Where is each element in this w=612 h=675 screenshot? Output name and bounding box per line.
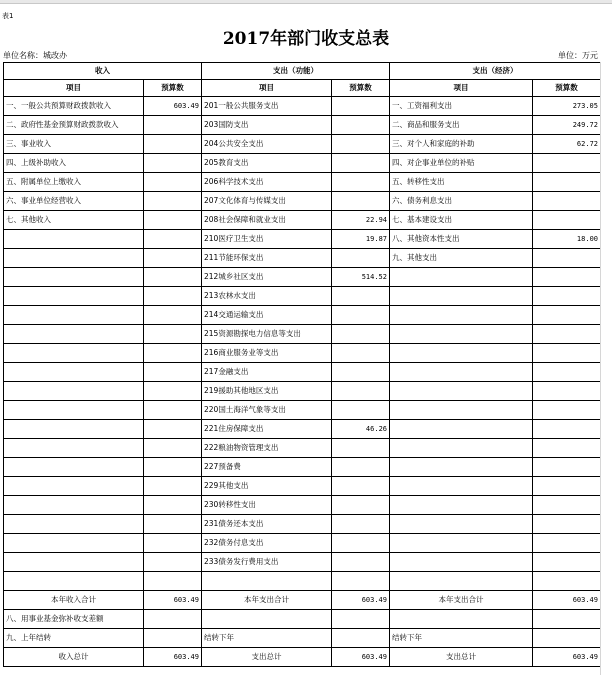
table-row: [4, 553, 601, 572]
income-section-header: 收入: [4, 63, 202, 80]
income-item-cell: 七、其他收入: [4, 211, 144, 230]
econ-budget-cell: [533, 401, 601, 420]
econ-item-cell: [390, 306, 533, 325]
sheet-label: 表1: [2, 12, 14, 20]
func-budget-cell: 46.26: [332, 420, 390, 439]
econ-budget-cell: 273.05: [533, 97, 601, 116]
func-item-cell: 214交通运输支出: [202, 306, 332, 325]
income-budget-cell: [144, 249, 202, 268]
income-grand-label: 收入总计: [4, 648, 144, 667]
income-budget-cell: [144, 553, 202, 572]
econ-item-cell: [390, 572, 533, 591]
income-budget-header: 预算数: [144, 80, 202, 97]
func-item-cell: 231债务还本支出: [202, 515, 332, 534]
income-item-cell: [4, 496, 144, 515]
econ-budget-cell: [533, 553, 601, 572]
income-budget-cell: [144, 439, 202, 458]
income-budget-cell: [144, 515, 202, 534]
func-budget-cell: [332, 325, 390, 344]
func-item-cell: 212城乡社区支出: [202, 268, 332, 287]
econ-budget-cell: [533, 572, 601, 591]
income-item-cell: 二、政府性基金预算财政拨款收入: [4, 116, 144, 135]
econ-item-cell: [390, 363, 533, 382]
income-item-cell: [4, 325, 144, 344]
econ-item-cell: [390, 515, 533, 534]
func-budget-cell: [332, 306, 390, 325]
func-budget-cell: [332, 515, 390, 534]
econ-budget-cell: [533, 439, 601, 458]
table-row: [4, 268, 601, 287]
table-row: [4, 534, 601, 553]
income-budget-cell: [144, 154, 202, 173]
func-item-cell: 220国土海洋气象等支出: [202, 401, 332, 420]
func-budget-cell: [332, 534, 390, 553]
econ-budget-cell: [533, 420, 601, 439]
econ-item-cell: [390, 534, 533, 553]
income-budget-cell: [144, 325, 202, 344]
func-budget-cell: [332, 154, 390, 173]
income-budget-cell: [144, 496, 202, 515]
func-budget-cell: [332, 97, 390, 116]
income-budget-cell: [144, 135, 202, 154]
econ-item-cell: 五、转移性支出: [390, 173, 533, 192]
econ-item-cell: [390, 268, 533, 287]
income-total-value: 603.49: [144, 591, 202, 610]
income-item-cell: 一、一般公共预算财政拨款收入: [4, 97, 144, 116]
func-item-cell: 206科学技术支出: [202, 173, 332, 192]
econ-grand-value: 603.49: [533, 648, 601, 667]
table-row: [4, 287, 601, 306]
econ-budget-cell: 249.72: [533, 116, 601, 135]
func-item-header: 项目: [202, 80, 332, 97]
econ-budget-cell: [533, 249, 601, 268]
income-item-cell: [4, 572, 144, 591]
func-item-cell: 221住房保障支出: [202, 420, 332, 439]
econ-budget-cell: [533, 268, 601, 287]
income-item-cell: [4, 515, 144, 534]
func-budget-cell: [332, 572, 390, 591]
income-budget-cell: [144, 363, 202, 382]
carryover-income-label: 九、上年结转: [4, 629, 144, 648]
table-row: [4, 344, 601, 363]
func-budget-cell: [332, 287, 390, 306]
income-item-cell: [4, 401, 144, 420]
income-budget-cell: [144, 344, 202, 363]
econ-item-cell: [390, 553, 533, 572]
func-item-cell: 233债务发行费用支出: [202, 553, 332, 572]
func-budget-cell: [332, 401, 390, 420]
income-item-cell: [4, 382, 144, 401]
income-budget-cell: [144, 534, 202, 553]
econ-budget-cell: [533, 363, 601, 382]
econ-item-cell: [390, 458, 533, 477]
econ-item-cell: [390, 344, 533, 363]
table-row: [4, 572, 601, 591]
econ-item-cell: [390, 439, 533, 458]
func-item-cell: 207文化体育与传媒支出: [202, 192, 332, 211]
econ-budget-header: 预算数: [533, 80, 601, 97]
income-budget-cell: [144, 477, 202, 496]
econ-budget-cell: [533, 154, 601, 173]
income-item-cell: [4, 268, 144, 287]
econ-budget-cell: 62.72: [533, 135, 601, 154]
column-header-row: [4, 80, 601, 97]
econ-item-cell: [390, 420, 533, 439]
table-row: [4, 306, 601, 325]
annual-total-row: [4, 591, 601, 610]
func-item-cell: 216商业服务业等支出: [202, 344, 332, 363]
income-item-cell: [4, 420, 144, 439]
econ-budget-cell: [533, 325, 601, 344]
func-budget-cell: [332, 363, 390, 382]
func-item-cell: 215资源勘探电力信息等支出: [202, 325, 332, 344]
expense-function-section-header: 支出（功能）: [202, 63, 390, 80]
func-item-cell: 230转移性支出: [202, 496, 332, 515]
table-row: [4, 173, 601, 192]
table-row: [4, 496, 601, 515]
budget-summary-table: [3, 62, 601, 667]
econ-item-cell: [390, 287, 533, 306]
econ-item-cell: 三、对个人和家庭的补助: [390, 135, 533, 154]
func-budget-cell: 22.94: [332, 211, 390, 230]
econ-grand-label: 支出总计: [390, 648, 533, 667]
econ-item-cell: [390, 477, 533, 496]
table-row: [4, 458, 601, 477]
econ-total-value: 603.49: [533, 591, 601, 610]
income-grand-value: 603.49: [144, 648, 202, 667]
income-item-cell: [4, 306, 144, 325]
econ-budget-cell: [533, 211, 601, 230]
table-row: [4, 325, 601, 344]
income-item-cell: 六、事业单位经营收入: [4, 192, 144, 211]
func-item-cell: 204公共安全支出: [202, 135, 332, 154]
func-budget-cell: [332, 135, 390, 154]
income-total-label: 本年收入合计: [4, 591, 144, 610]
func-item-cell: 227预备费: [202, 458, 332, 477]
income-budget-cell: [144, 306, 202, 325]
econ-budget-cell: [533, 477, 601, 496]
func-total-label: 本年支出合计: [202, 591, 332, 610]
econ-budget-cell: [533, 534, 601, 553]
income-item-cell: [4, 553, 144, 572]
econ-budget-cell: [533, 306, 601, 325]
income-item-cell: [4, 439, 144, 458]
econ-item-cell: 七、基本建设支出: [390, 211, 533, 230]
income-item-cell: 五、附属单位上缴收入: [4, 173, 144, 192]
income-item-cell: [4, 477, 144, 496]
func-item-cell: 201一般公共服务支出: [202, 97, 332, 116]
econ-budget-cell: [533, 287, 601, 306]
func-item-cell: 203国防支出: [202, 116, 332, 135]
func-budget-cell: [332, 496, 390, 515]
income-budget-cell: [144, 268, 202, 287]
func-item-cell: 208社会保障和就业支出: [202, 211, 332, 230]
income-budget-cell: [144, 287, 202, 306]
income-budget-cell: [144, 116, 202, 135]
econ-item-cell: 八、其他资本性支出: [390, 230, 533, 249]
spreadsheet-column-header: [0, 0, 612, 4]
econ-total-label: 本年支出合计: [390, 591, 533, 610]
table-row: [4, 211, 601, 230]
table-row: [4, 249, 601, 268]
carryover-econ-label: 结转下年: [390, 629, 533, 648]
econ-budget-cell: [533, 344, 601, 363]
func-budget-cell: [332, 458, 390, 477]
func-budget-cell: [332, 439, 390, 458]
income-item-cell: 四、上级补助收入: [4, 154, 144, 173]
econ-budget-cell: [533, 382, 601, 401]
expense-economic-section-header: 支出（经济）: [390, 63, 601, 80]
income-budget-cell: [144, 192, 202, 211]
econ-budget-cell: [533, 515, 601, 534]
econ-item-cell: [390, 382, 533, 401]
econ-item-cell: 四、对企事业单位的补贴: [390, 154, 533, 173]
surplus-label: 八、用事业基金弥补收支差额: [4, 610, 144, 629]
table-row: [4, 154, 601, 173]
table-row: [4, 363, 601, 382]
income-item-cell: [4, 458, 144, 477]
econ-budget-cell: [533, 192, 601, 211]
func-budget-cell: [332, 382, 390, 401]
income-item-cell: [4, 230, 144, 249]
surplus-value: [144, 610, 202, 629]
func-budget-cell: [332, 249, 390, 268]
income-item-cell: [4, 534, 144, 553]
econ-item-cell: 九、其他支出: [390, 249, 533, 268]
func-item-cell: 232债务付息支出: [202, 534, 332, 553]
unit-name: 单位名称：城改办: [3, 51, 67, 60]
econ-item-cell: [390, 401, 533, 420]
table-row: [4, 116, 601, 135]
page-title: 2017年部门收支总表: [222, 29, 390, 49]
func-item-cell: 229其他支出: [202, 477, 332, 496]
econ-item-cell: 二、商品和服务支出: [390, 116, 533, 135]
econ-item-cell: 一、工资福利支出: [390, 97, 533, 116]
func-grand-label: 支出总计: [202, 648, 332, 667]
econ-budget-cell: [533, 496, 601, 515]
func-budget-cell: [332, 116, 390, 135]
econ-item-cell: [390, 496, 533, 515]
table-row: [4, 420, 601, 439]
func-item-cell: 213农林水支出: [202, 287, 332, 306]
func-budget-cell: [332, 477, 390, 496]
func-item-cell: 205教育支出: [202, 154, 332, 173]
income-item-cell: [4, 344, 144, 363]
income-budget-cell: [144, 420, 202, 439]
table-row: [4, 135, 601, 154]
income-budget-cell: 603.49: [144, 97, 202, 116]
income-budget-cell: [144, 173, 202, 192]
func-budget-cell: [332, 553, 390, 572]
income-budget-cell: [144, 230, 202, 249]
func-item-cell: 222粮油物资管理支出: [202, 439, 332, 458]
func-budget-cell: [332, 173, 390, 192]
income-budget-cell: [144, 401, 202, 420]
income-item-cell: [4, 363, 144, 382]
income-item-cell: 三、事业收入: [4, 135, 144, 154]
func-item-cell: [202, 572, 332, 591]
section-header-row: [4, 63, 601, 80]
func-item-cell: 219援助其他地区支出: [202, 382, 332, 401]
func-item-cell: 210医疗卫生支出: [202, 230, 332, 249]
func-grand-value: 603.49: [332, 648, 390, 667]
table-row: [4, 192, 601, 211]
func-budget-cell: 19.87: [332, 230, 390, 249]
table-row: [4, 401, 601, 420]
func-budget-header: 预算数: [332, 80, 390, 97]
carryover-row: [4, 629, 601, 648]
income-budget-cell: [144, 211, 202, 230]
func-item-cell: 211节能环保支出: [202, 249, 332, 268]
grand-total-row: [4, 648, 601, 667]
func-budget-cell: [332, 192, 390, 211]
income-item-cell: [4, 249, 144, 268]
carryover-func-label: 结转下年: [202, 629, 332, 648]
table-row: [4, 439, 601, 458]
table-row: [4, 97, 601, 116]
currency-unit: 单位：万元: [558, 51, 598, 60]
table-row: [4, 382, 601, 401]
econ-item-header: 项目: [390, 80, 533, 97]
income-budget-cell: [144, 458, 202, 477]
func-budget-cell: 514.52: [332, 268, 390, 287]
income-item-header: 项目: [4, 80, 144, 97]
income-budget-cell: [144, 572, 202, 591]
econ-item-cell: 六、债务利息支出: [390, 192, 533, 211]
econ-budget-cell: [533, 458, 601, 477]
table-row: [4, 515, 601, 534]
econ-budget-cell: [533, 173, 601, 192]
econ-item-cell: [390, 325, 533, 344]
income-item-cell: [4, 287, 144, 306]
func-total-value: 603.49: [332, 591, 390, 610]
gridline-edge: [600, 62, 612, 675]
surplus-row: [4, 610, 601, 629]
func-budget-cell: [332, 344, 390, 363]
table-row: [4, 477, 601, 496]
func-item-cell: 217金融支出: [202, 363, 332, 382]
table-row: [4, 230, 601, 249]
econ-budget-cell: 18.00: [533, 230, 601, 249]
income-budget-cell: [144, 382, 202, 401]
